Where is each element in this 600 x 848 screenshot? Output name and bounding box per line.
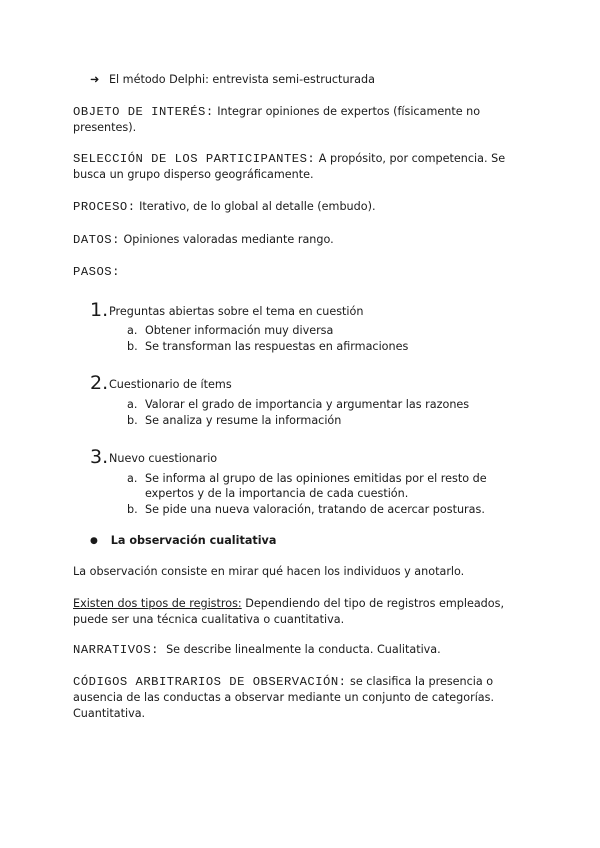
paragraph-intro: La observación consiste en mirar qué hacen los individuos y anotarlo. — [73, 565, 465, 578]
datos-label: DATOS: — [73, 233, 120, 247]
list-item-text: Valorar el grado de importancia y argumentar las razones — [145, 398, 470, 411]
paragraph-datos — [73, 232, 513, 248]
objeto-text: Integrar opiniones de expertos (físicamente no presentes). — [73, 105, 481, 134]
list-marker: b. — [127, 503, 138, 516]
seleccion-text: A propósito, por competencia. Se busca un grupo disperso geográficamente. — [73, 152, 506, 181]
step-title: Cuestionario de ítems — [109, 378, 232, 391]
arrow-icon: ➜ — [90, 73, 100, 86]
step-number: 3. — [90, 446, 109, 468]
section-heading — [90, 72, 375, 88]
list-item-text: Se transforman las respuestas en afirmaciones — [145, 340, 409, 353]
step-number: 2. — [90, 372, 109, 394]
paragraph-proceso — [73, 199, 513, 215]
tipos-label: Existen dos tipos de registros: — [73, 597, 242, 610]
step-title: Preguntas abiertas sobre el tema en cuestión — [109, 305, 364, 318]
list-marker: b. — [127, 340, 138, 353]
narrativos-label: NARRATIVOS: — [73, 643, 159, 657]
subsection-heading-text: La observación cualitativa — [110, 534, 277, 547]
proceso-text: Iterativo, de lo global al detalle (embudo). — [135, 200, 376, 213]
tipos-text: Dependiendo del tipo de registros empleados, puede ser una técnica cualitativa o cuantitativa. — [73, 597, 505, 626]
step-title: Nuevo cuestionario — [109, 452, 218, 465]
step-number: 1. — [90, 299, 109, 321]
narrativos-text: Se describe linealmente la conducta. Cualitativa. — [158, 643, 441, 656]
list-item-text: Se analiza y resume la información — [145, 414, 342, 427]
datos-text: Opiniones valoradas mediante rango. — [119, 233, 334, 246]
paragraph-codigos — [73, 674, 523, 722]
list-item-text: Se pide una nueva valoración, tratando de acercar posturas. — [145, 503, 485, 516]
bullet-icon: ● — [90, 536, 98, 546]
paragraph-tipos — [73, 596, 513, 628]
list-item-text: Se informa al grupo de las opiniones emitidas por el resto de expertos y de la importancia de cada cuestión. — [145, 472, 487, 500]
codigos-text: se clasifica la presencia o ausencia de las conductas a observar mediante un conjunto de categorías. Cuantitativa. — [73, 675, 495, 720]
objeto-label: OBJETO DE INTERÉS: — [73, 105, 214, 119]
seleccion-label: SELECCIÓN DE LOS PARTICIPANTES: — [73, 152, 316, 166]
codigos-label: CÓDIGOS ARBITRARIOS DE OBSERVACIÓN: — [73, 675, 347, 689]
section-heading-text: El método Delphi: entrevista semi-estructurada — [108, 73, 375, 86]
paragraph-narrativos — [73, 642, 513, 658]
pasos-label: PASOS: — [73, 265, 120, 279]
list-marker: a. — [127, 472, 138, 485]
list-marker: b. — [127, 414, 138, 427]
paragraph-objeto — [73, 104, 513, 136]
list-marker: a. — [127, 324, 138, 337]
list-marker: a. — [127, 398, 138, 411]
list-item-text: Obtener información muy diversa — [145, 324, 334, 337]
subsection-heading — [90, 533, 276, 549]
paragraph-seleccion — [73, 151, 523, 183]
proceso-label: PROCESO: — [73, 200, 136, 214]
